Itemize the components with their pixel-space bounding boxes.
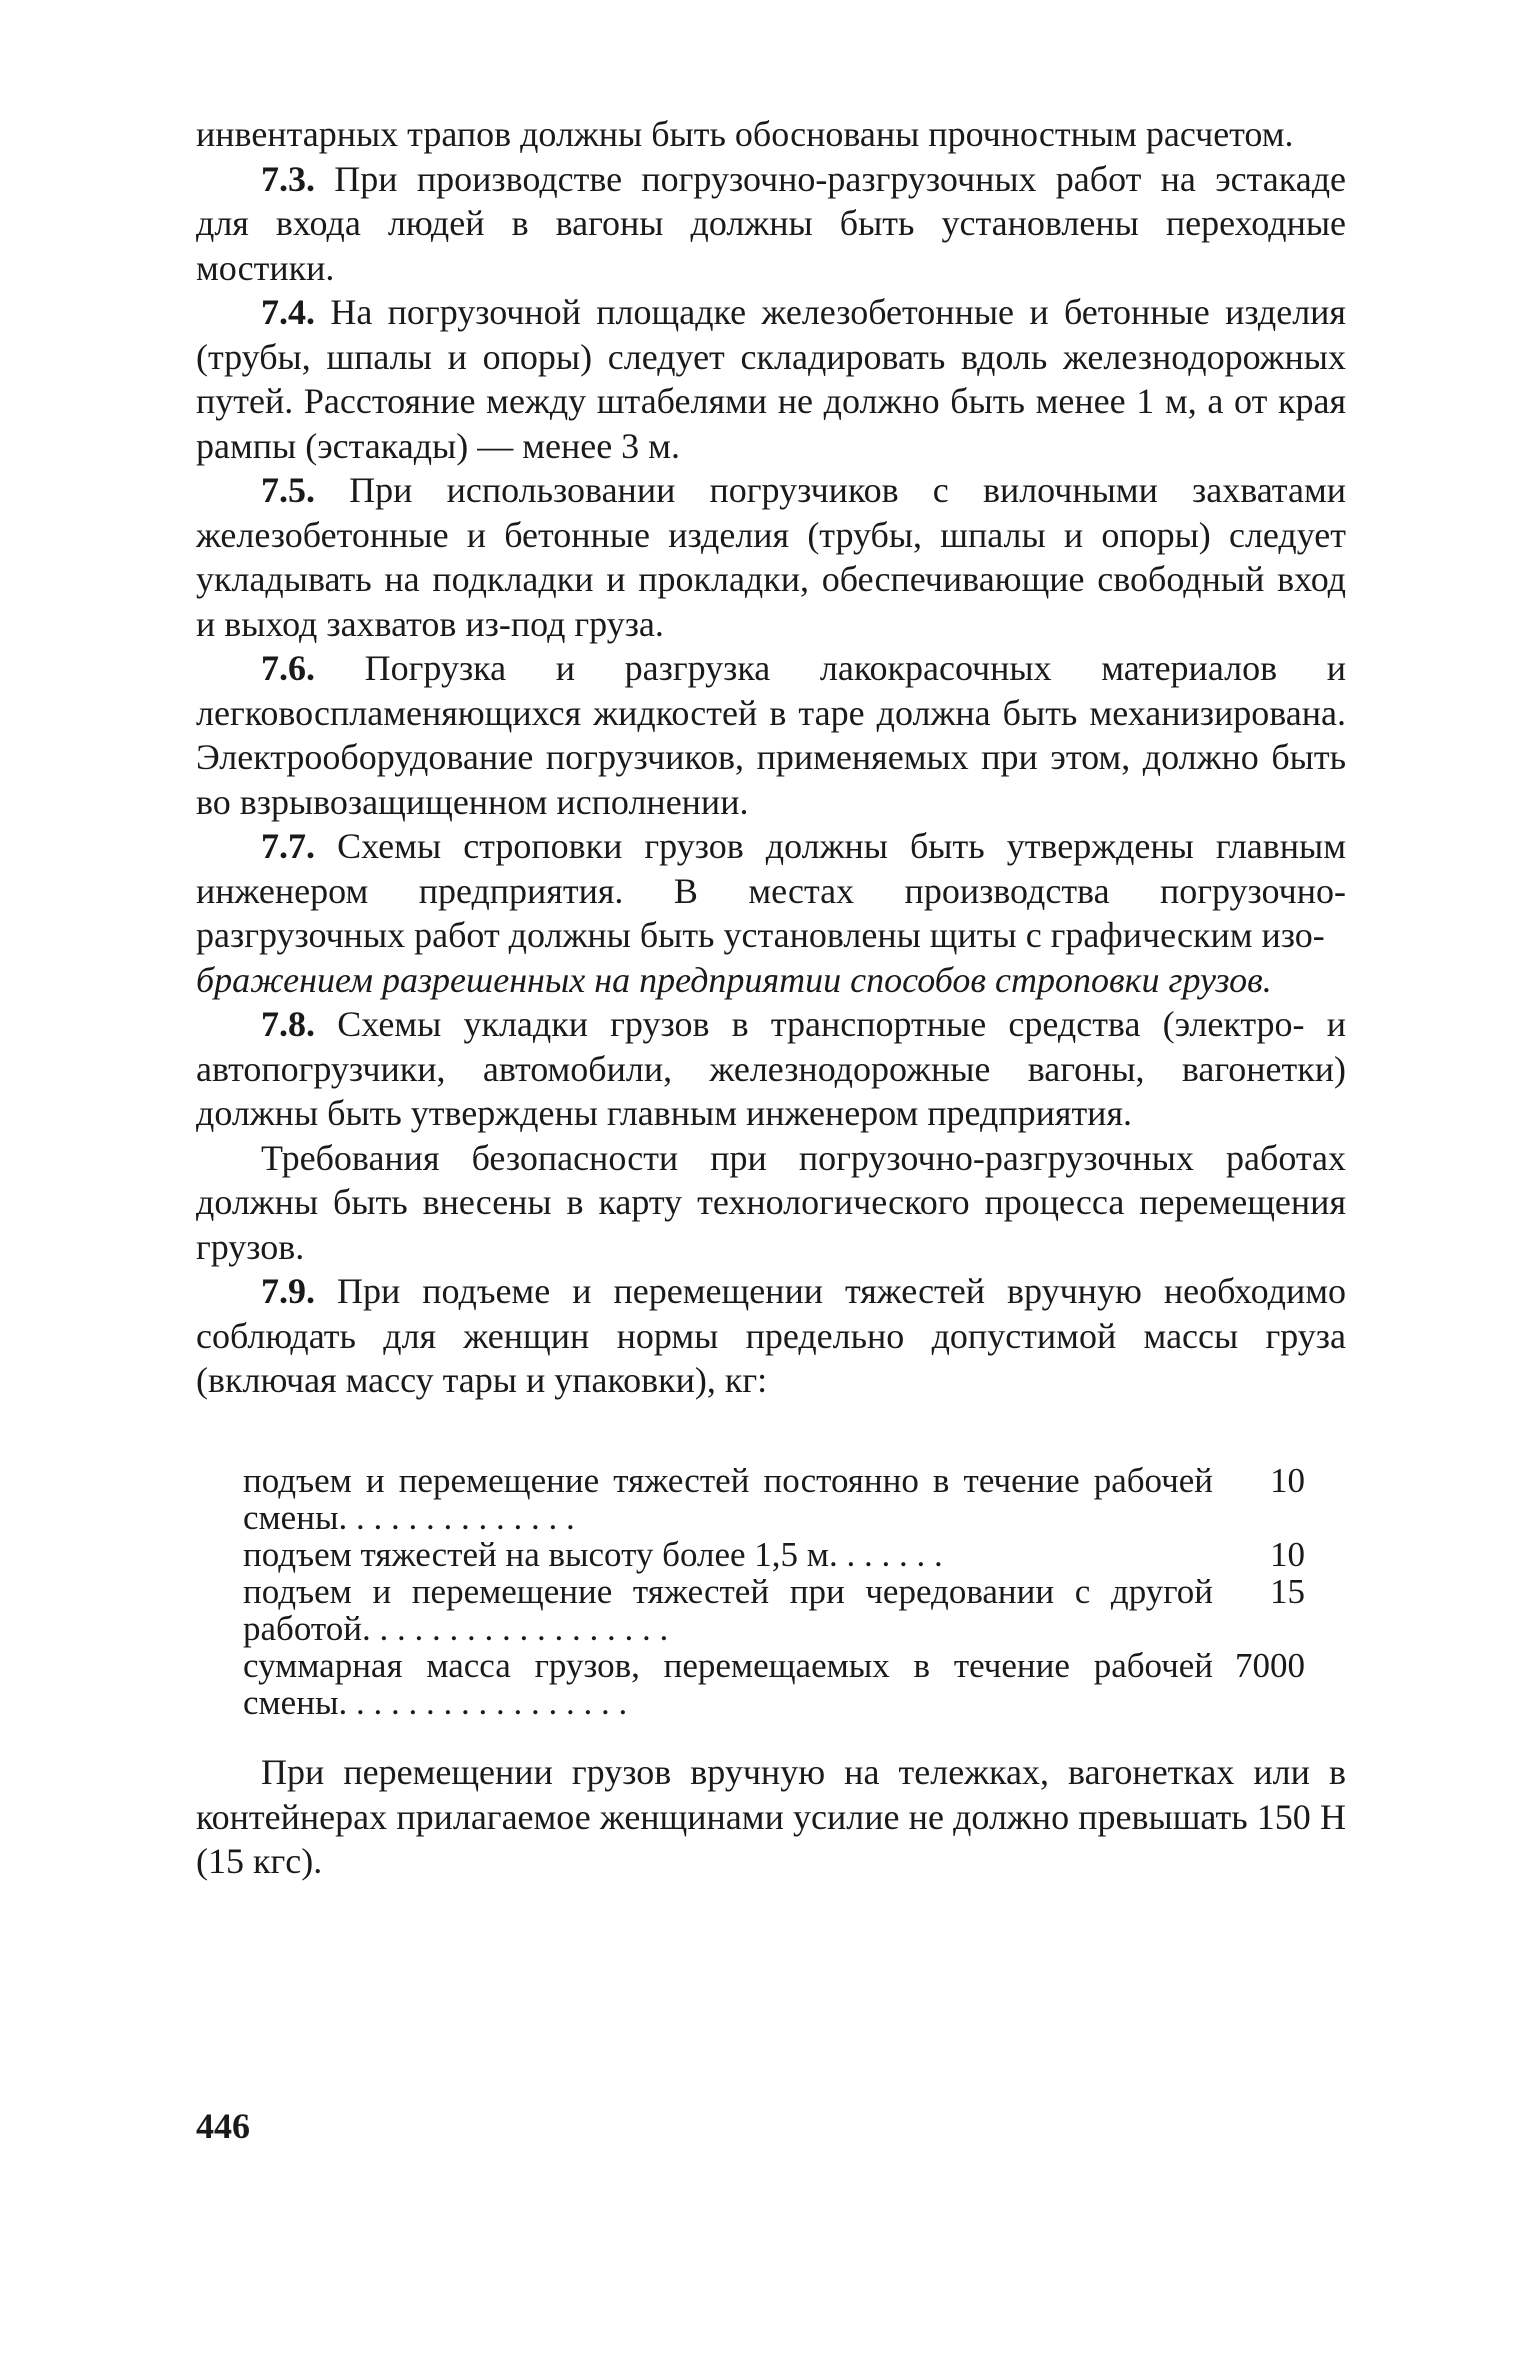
paragraph-continuation: [196, 112, 1346, 157]
paragraph-text: При производстве погрузочно-разгрузочных работ на эстакаде для входа людей в вагоны должны быть установлены переходные мостики.: [196, 158, 1346, 288]
paragraph-text: бражением разрешенных на предприятии способов строповки грузов.: [196, 959, 1272, 1000]
section-number: 7.4.: [261, 292, 315, 332]
dot-leader: . . . . . . .: [828, 1535, 943, 1574]
norm-label-text: подъем и перемещение тяжестей при чередовании с другой работой: [243, 1572, 1213, 1648]
paragraph-text: При подъеме и перемещении тяжестей вручную необходимо соблюдать для женщин нормы предельно допустимой массы груза (включая массу тары и упаковки), кг:: [196, 1271, 1346, 1400]
norm-label: [243, 1536, 1213, 1573]
norm-label-text: суммарная масса грузов, перемещаемых в течение рабочей смены: [243, 1646, 1213, 1722]
dot-leader: . . . . . . . . . . . . . .: [338, 1498, 575, 1537]
paragraph-text: При перемещении грузов вручную на тележках, вагонетках или в контейнерах прилагаемое женщинами усилие не должно превышать 150 Н (15 кгс).: [196, 1752, 1346, 1881]
page-number: 446: [196, 2106, 250, 2146]
section-number: 7.6.: [261, 648, 315, 688]
norm-row: [243, 1536, 1305, 1573]
paragraph-7-5: [196, 468, 1346, 646]
closing-paragraph: [196, 1750, 1346, 1884]
paragraph-text: Требования безопасности при погрузочно-разгрузочных работах должны быть внесены в карту технологического процесса перемещения грузов.: [196, 1137, 1346, 1267]
paragraph-7-4: [196, 290, 1346, 468]
body-text: [196, 112, 1346, 1403]
paragraph-7-7-continuation: [196, 958, 1346, 1003]
norm-label: [243, 1573, 1213, 1647]
section-number: 7.7.: [261, 826, 315, 866]
norm-label: [243, 1647, 1213, 1721]
norms-list: [243, 1462, 1305, 1721]
paragraph-text: инвентарных трапов должны быть обоснованы прочностным расчетом.: [196, 114, 1294, 154]
norm-label-text: подъем и перемещение тяжестей постоянно в течение рабочей смены: [243, 1461, 1213, 1537]
paragraph-7-6: [196, 646, 1346, 824]
paragraph-7-8: [196, 1002, 1346, 1136]
paragraph-7-7: [196, 824, 1346, 958]
section-number: 7.5.: [261, 470, 315, 510]
paragraph-text: Погрузка и разгрузка лакокрасочных материалов и легковоспламеняющихся жидкостей в таре должна быть механизирована. Электрооборудование погрузчиков, применяемых при этом, должно быть во взрывозащищенном исполнении.: [196, 648, 1346, 822]
norm-value: 7000: [1235, 1646, 1305, 1685]
norm-row: [243, 1462, 1305, 1536]
dot-leader: . . . . . . . . . . . . . . . . . .: [361, 1609, 669, 1648]
section-number: 7.8.: [261, 1004, 315, 1044]
paragraph-text: При использовании погрузчиков с вилочными захватами железобетонные и бетонные изделия (трубы, шпалы и опоры) следует укладывать на подкладки и прокладки, обеспечивающие свободный вход и выход захватов из-под груза.: [196, 470, 1346, 644]
paragraph-7-9: [196, 1269, 1346, 1403]
norm-value: 15: [1270, 1572, 1305, 1611]
norm-label: [243, 1462, 1213, 1536]
paragraph-text: На погрузочной площадке железобетонные и бетонные изделия (трубы, шпалы и опоры) следует складировать вдоль железнодорожных путей. Расстояние между штабелями не должно быть менее 1 м, а от края рампы (эстакады) — менее 3 м.: [196, 292, 1346, 466]
norm-row: [243, 1647, 1305, 1721]
section-number: 7.9.: [261, 1271, 315, 1311]
norm-value: 10: [1270, 1461, 1305, 1500]
paragraph-7-3: [196, 157, 1346, 291]
dot-leader: . . . . . . . . . . . . . . . . .: [338, 1683, 628, 1722]
paragraph-requirements: [196, 1136, 1346, 1270]
paragraph-text: Схемы укладки грузов в транспортные средства (электро- и автопогрузчики, автомобили, железнодорожные вагоны, вагонетки) должны быть утверждены главным инженером предприятия.: [196, 1004, 1346, 1133]
norm-value: 10: [1270, 1535, 1305, 1574]
norm-row: [243, 1573, 1305, 1647]
paragraph-text: Схемы строповки грузов должны быть утверждены главным инженером предприятия. В местах производства погрузочно-разгрузочных работ должны быть установлены щиты с графическим изо-: [196, 826, 1346, 955]
section-number: 7.3.: [261, 158, 315, 199]
norm-label-text: подъем тяжестей на высоту более 1,5 м: [243, 1535, 829, 1574]
